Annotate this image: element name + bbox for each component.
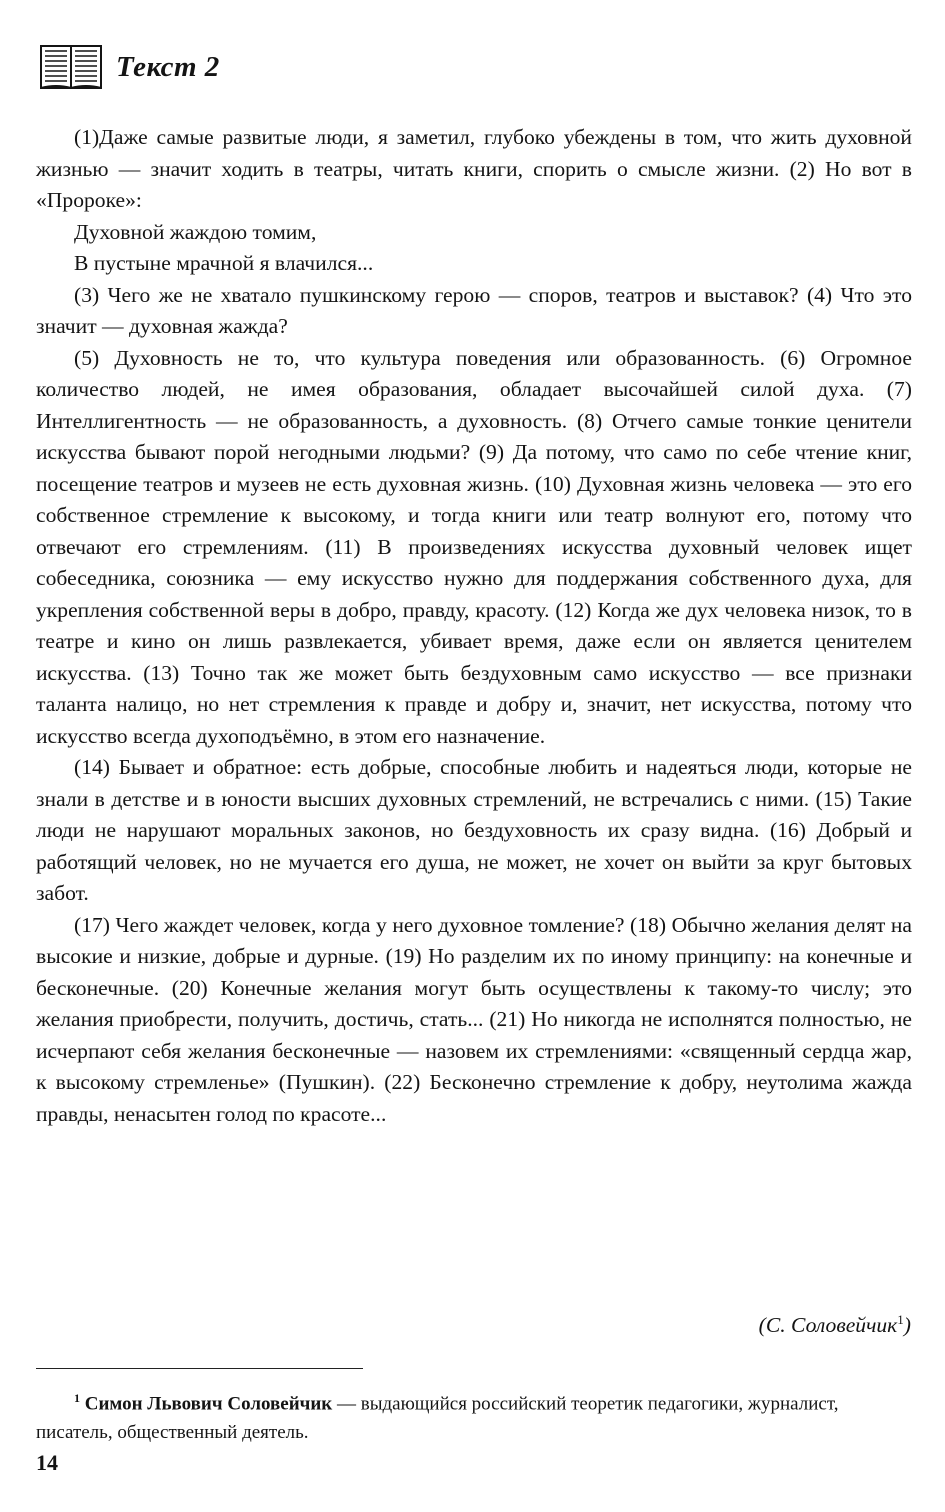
open-book-icon bbox=[40, 43, 102, 91]
main-text bbox=[36, 122, 912, 1130]
text-header bbox=[40, 40, 220, 94]
paragraph-3: (5) Духовность не то, что культура поведения или образованность. (6) Огромное количество людей, не имея образования, обладает высочайшей силой духа. (7) Интеллигентность — не образованность, а духовность. (8) Отчего самые тонкие ценители искусства бывают порой негодными людьми? (9) Да потому, что само по себе чтение книг, посещение театров и музеев не есть духовная жизнь. (10) Духовная жизнь человека — это его собственное стремление к высокому, и тогда книги или театр волнуют его, потому что отвечают его стремлениям. (11) В произведениях искусства духовный человек ищет собеседника, союзника — ему искусство нужно для поддержания собственного духа, для укрепления собственной веры в добро, правду, красоту. (12) Когда же дух человека низок, то в театре и кино он лишь развлекается, убивает время, даже если он является ценителем искусства. (13) Точно так же может быть бездуховным само искусство — все признаки таланта налицо, но нет стремления к правде и добру и, значит, нет искусства, потому что искусство всегда духоподъёмно, в этом его назначение. bbox=[36, 345, 912, 748]
author-name: С. Соловейчик bbox=[765, 1313, 898, 1338]
footnote-divider bbox=[36, 1368, 363, 1369]
author-attribution: (С. Соловейчик$^1$) bbox=[758, 1312, 911, 1338]
paragraph-1: (1)Даже самые развитые люди, я заметил, глубоко убеждены в том, что жить духовной жизнью — значит ходить в театры, читать книги, спорить о смысле жизни. (2) Но вот в «Пророке»: bbox=[36, 125, 912, 212]
footnote-name: Симон Львович Соловейчик bbox=[84, 1393, 333, 1415]
footnote bbox=[36, 1384, 912, 1447]
footnote-number: 1 bbox=[74, 1391, 80, 1405]
paragraph-4: (14) Бывает и обратное: есть добрые, способные любить и надеяться люди, которые не знали в детстве и в юности высших духовных стремлений, не встречались с ними. (15) Такие люди не нарушают моральных законов, но бездуховность их сразу видна. (16) Добрый и работящий человек, но не мучается его душа, не может, не хочет он выйти за круг бытовых забот. bbox=[36, 755, 912, 905]
text-title: Текст 2 bbox=[116, 50, 220, 83]
page-number: 14 bbox=[36, 1450, 58, 1475]
paragraph-2: (3) Чего же не хватало пушкинскому герою — споров, театров и выставок? (4) Что это значит — духовная жажда? bbox=[36, 282, 912, 338]
footnote-ref: 1 bbox=[897, 1312, 904, 1327]
footnote-text: — выдающийся российский теоретик педагогики, журналист, писатель, общественный деятель. bbox=[36, 1393, 839, 1444]
paragraph-5: (17) Чего жаждет человек, когда у него духовное томление? (18) Обычно желания делят на высокие и низкие, добрые и дурные. (19) Но разделим их по иному принципу: на конечные и бесконечные. (20) Конечные желания могут быть осуществлены к такому-то числу; это желания приобрести, получить, достичь, стать... (21) Но никогда не исполнятся полностью, не исчерпают себя желания бесконечные — назовем их стремлениями: «священный сердца жар, к высокому стремленье» (Пушкин). (22) Бесконечно стремление к добру, неутолима жажда правды, ненасытен голод по красоте... bbox=[36, 912, 912, 1126]
verse-line-2: В пустыне мрачной я влачился... bbox=[74, 251, 374, 275]
verse-line-1: Духовной жаждою томим, bbox=[74, 219, 317, 244]
